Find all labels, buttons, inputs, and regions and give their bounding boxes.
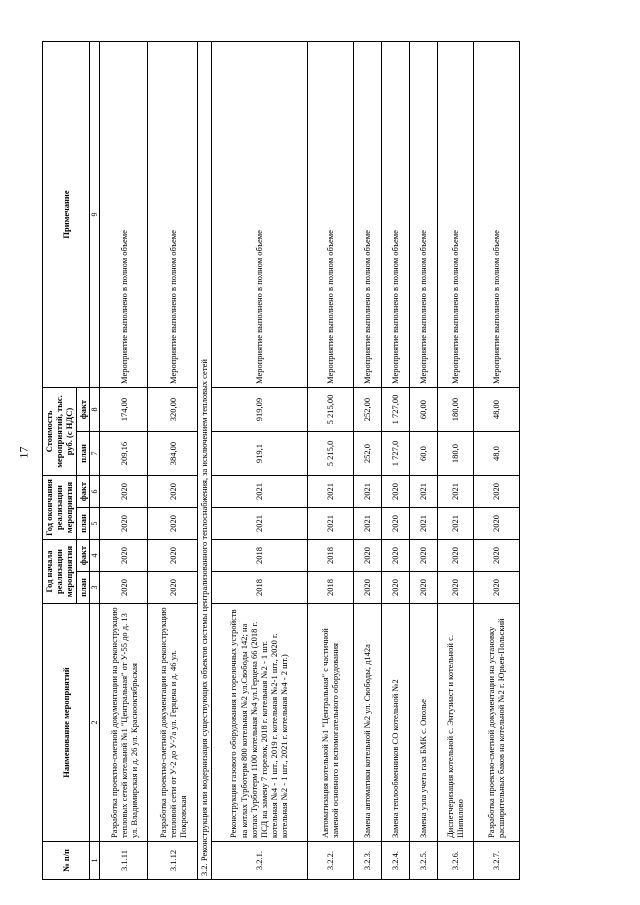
row-number: 3.2.3. [353,842,381,880]
row-name: Замена теплообменников СО котельной №2 [381,604,409,842]
start-fact: 2018 [211,540,307,572]
end-plan: 2020 [100,508,148,540]
cost-plan: 919,1 [211,432,307,476]
start-fact: 2018 [307,540,353,572]
cost-plan: 384,00 [148,432,198,476]
end-plan: 2021 [353,508,381,540]
header-plan: план [76,508,89,540]
cost-plan: 180,0 [437,432,473,476]
cost-fact: 320,00 [148,387,198,431]
cost-plan: 60,0 [409,432,437,476]
cost-fact: 5 215,00 [307,387,353,431]
table-row [381,41,409,879]
cost-fact: 180,00 [437,387,473,431]
end-fact: 2020 [473,476,519,508]
row-note: Мероприятие выполнено в полном объеме [307,41,353,387]
start-plan: 2020 [381,572,409,604]
start-plan: 2018 [211,572,307,604]
table-row [473,41,519,879]
end-fact: 2020 [148,476,198,508]
row-name: Замена автоматики котельной №2 ул. Свободы, д142а [353,604,381,842]
end-fact: 2020 [381,476,409,508]
cost-plan: 48,0 [473,432,519,476]
start-fact: 2020 [437,540,473,572]
end-plan: 2021 [437,508,473,540]
start-plan: 2020 [100,572,148,604]
end-fact: 2020 [100,476,148,508]
header-fact: факт [76,476,89,508]
header-name: Наименование мероприятий [43,604,90,842]
start-plan: 2020 [437,572,473,604]
header-plan: план [76,572,89,604]
cost-fact: 1 727,00 [381,387,409,431]
section-title: 3.2. Реконструкция или модернизация существующих объектов системы централизованного теплоснабжения, за исключением тепловых сетей [198,41,211,879]
header-end: Год окончания реализации мероприятия [43,476,77,540]
row-number: 3.2.7. [473,842,519,880]
column-index: 6 [89,476,100,508]
column-index: 8 [89,387,100,431]
table-row [307,41,353,879]
row-name: Разработка проектно-сметной документации на реконструкцию тепловой сети от У-2 до У-7а ул. Герцена и д. 46 ул. Покровская [148,604,198,842]
column-index: 5 [89,508,100,540]
row-note: Мероприятие выполнено в полном объеме [148,41,198,387]
end-fact: 2021 [437,476,473,508]
row-number: 3.2.1. [211,842,307,880]
end-plan: 2021 [307,508,353,540]
start-plan: 2020 [473,572,519,604]
row-number: 3.2.2. [307,842,353,880]
row-number: 3.1.11 [100,842,148,880]
start-plan: 2020 [353,572,381,604]
column-index-row [89,41,100,879]
end-plan: 2020 [148,508,198,540]
column-index: 7 [89,432,100,476]
row-note: Мероприятие выполнено в полном объеме [473,41,519,387]
rotated-table-container [42,42,597,880]
column-index: 3 [89,572,100,604]
start-fact: 2020 [353,540,381,572]
start-fact: 2020 [381,540,409,572]
end-fact: 2021 [307,476,353,508]
row-note: Мероприятие выполнено в полном объеме [100,41,148,387]
start-plan: 2018 [307,572,353,604]
start-fact: 2020 [148,540,198,572]
row-name: Реконструкция газового оборудования и горелочных устройств на котлах Турботерм 800 котельная №2 ул.Свободы 142; на котлах Турботерм 1100 котельная №4 ул.Герцена 66 (2018 г. ПСД на замену 7 горелок, 2018 г. котельная №2 - 1 шт. котельная №4 - 1 шт., 2019 г. котельная №2-1 шт., 2020 г. котельная №2 - 1 шт., 2021 г. котельная №4 - 2 шт.) [211,604,307,842]
end-plan: 2020 [473,508,519,540]
row-number: 3.2.6. [437,842,473,880]
cost-fact: 174,00 [100,387,148,431]
row-note: Мероприятие выполнено в полном объеме [381,41,409,387]
table-row [211,41,307,879]
header-fact: факт [76,540,89,572]
cost-plan: 252,0 [353,432,381,476]
header-num: № п/п [43,842,90,880]
row-name: Диспетчеризация котельной с. Энтузиаст и котельной с. Шипилово [437,604,473,842]
start-fact: 2020 [100,540,148,572]
end-fact: 2021 [409,476,437,508]
start-fact: 2020 [409,540,437,572]
start-fact: 2020 [473,540,519,572]
end-fact: 2021 [211,476,307,508]
cost-fact: 919,09 [211,387,307,431]
row-number: 3.2.4. [381,842,409,880]
end-plan: 2021 [409,508,437,540]
cost-plan: 1 727,0 [381,432,409,476]
cost-plan: 5 215,0 [307,432,353,476]
table-row [437,41,473,879]
cost-fact: 60,00 [409,387,437,431]
column-index: 2 [89,604,100,842]
end-plan: 2020 [381,508,409,540]
row-name: Разработка проектно-сметной документации на установку расширительных баков на котельной №2 г. Юрьев-Польский [473,604,519,842]
column-index: 1 [89,842,100,880]
column-index: 4 [89,540,100,572]
start-plan: 2020 [148,572,198,604]
cost-fact: 48,00 [473,387,519,431]
header-fact: факт [76,387,89,431]
row-note: Мероприятие выполнено в полном объеме [353,41,381,387]
table-row [148,41,198,879]
measures-table [42,41,520,880]
page-number: 17 [16,446,31,459]
end-plan: 2021 [211,508,307,540]
row-note: Мероприятие выполнено в полном объеме [437,41,473,387]
row-name: Замена узла учета газа БМК с. Ополье [409,604,437,842]
table-row [409,41,437,879]
row-number: 3.2.5. [409,842,437,880]
cost-plan: 209,16 [100,432,148,476]
cost-fact: 252,00 [353,387,381,431]
row-name: Разработка проектно-сметной документации на реконструкцию тепловых сетей котельной №1 "Центральная" от У-55 до д. 13 ул. Владимирская и д. 26 ул. Красноoктябрьская [100,604,148,842]
start-plan: 2020 [409,572,437,604]
table-row [100,41,148,879]
header-cost: Стоимость мероприятий, тыс. руб. (с НДС) [43,387,77,475]
header-note: Примечание [43,41,90,387]
end-fact: 2021 [353,476,381,508]
row-number: 3.1.12 [148,842,198,880]
row-note: Мероприятие выполнено в полном объеме [409,41,437,387]
row-name: Автоматизация котельной №1 "Центральная" с частичной заменой основного и вспомогательного оборудования [307,604,353,842]
column-index: 9 [89,41,100,387]
header-plan: план [76,432,89,476]
row-note: Мероприятие выполнено в полном объеме [211,41,307,387]
section-row [198,41,211,879]
header-start: Год начала реализации мероприятия [43,540,77,604]
table-row [353,41,381,879]
